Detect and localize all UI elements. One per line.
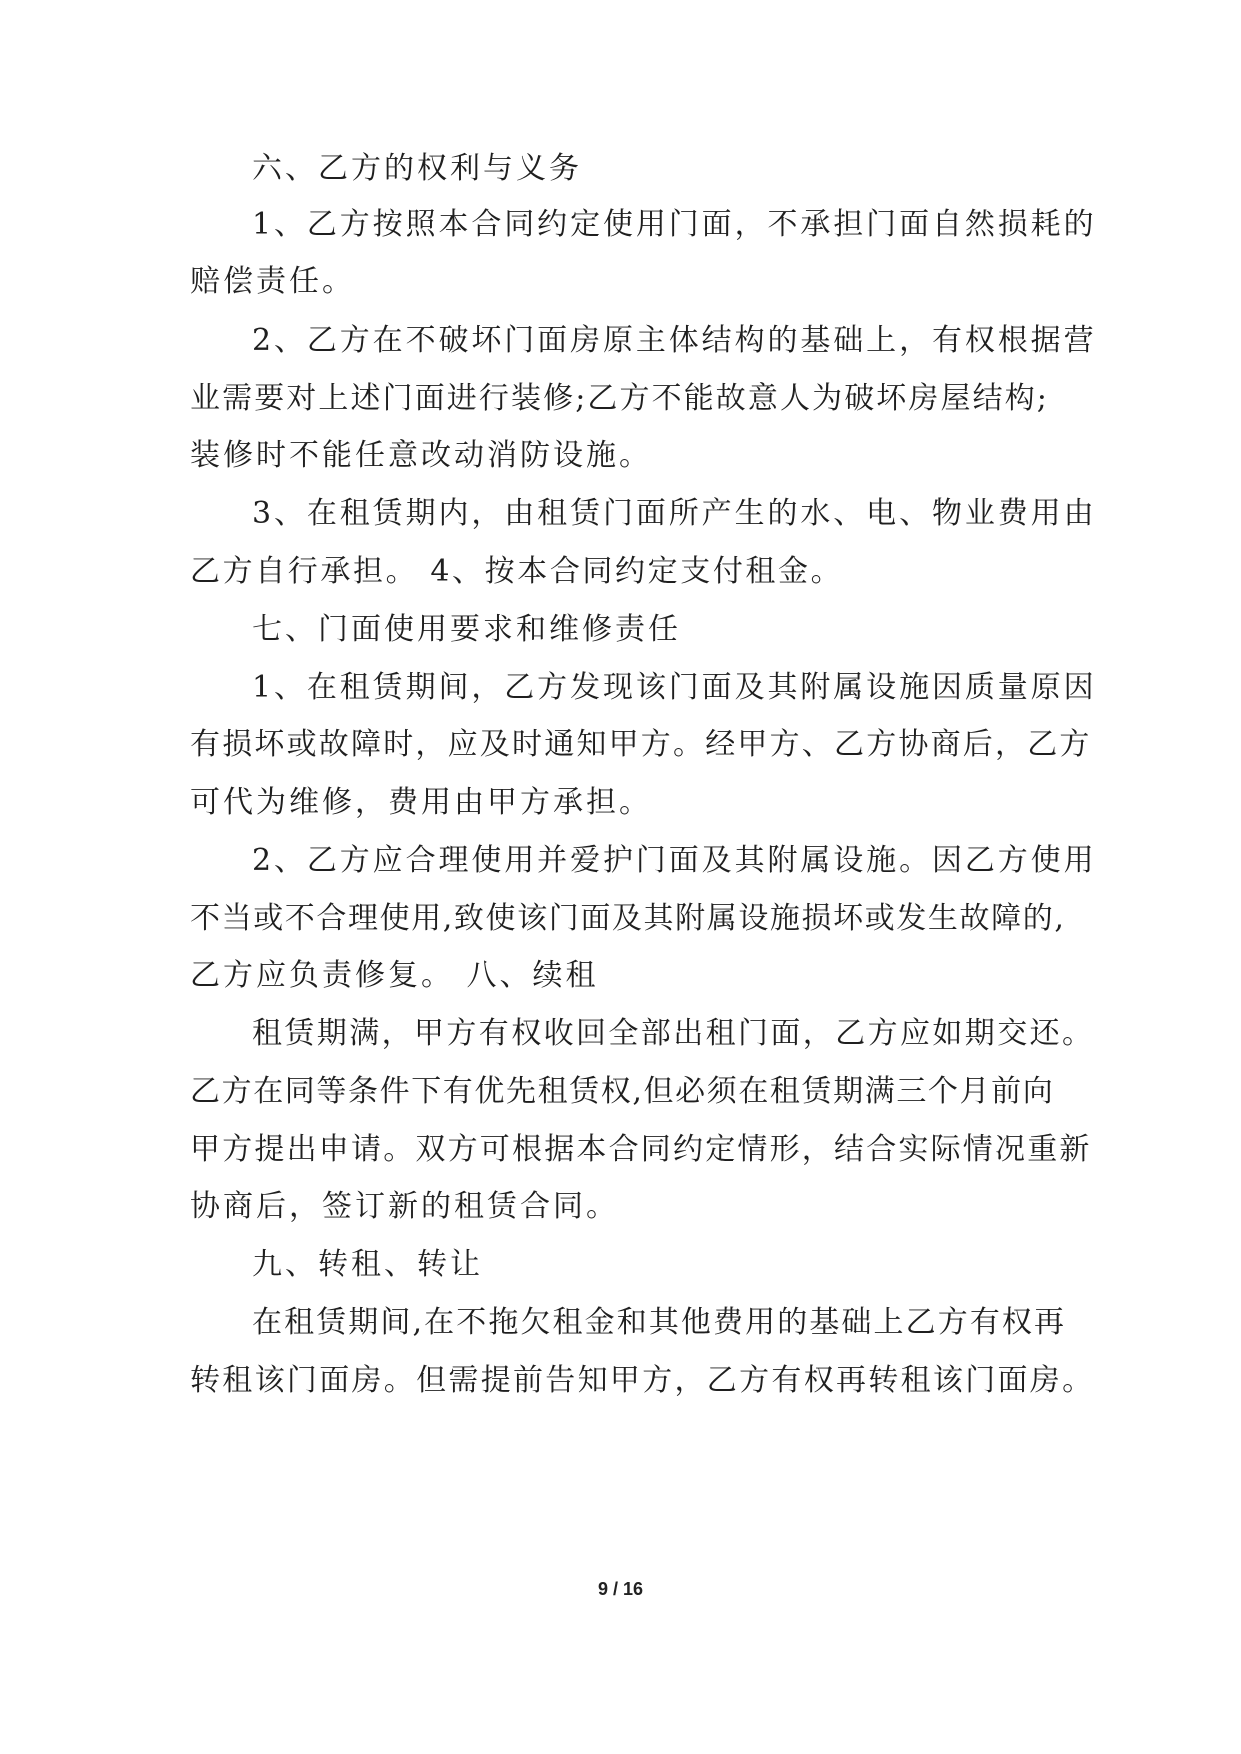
section-heading-9: 九、转租、转让 — [252, 1247, 483, 1282]
paragraph-line: 乙方在同等条件下有优先租赁权,但必须在租赁期满三个月前向 — [190, 1074, 1055, 1109]
paragraph-line: 装修时不能任意改动消防设施。 — [190, 438, 652, 473]
paragraph-line: 不当或不合理使用,致使该门面及其附属设施损坏或发生故障的, — [190, 901, 1066, 936]
paragraph-line: 有损坏或故障时，应及时通知甲方。经甲方、乙方协商后，乙方 — [190, 727, 1092, 762]
section-heading-6: 六、乙方的权利与义务 — [252, 151, 582, 186]
section-heading-7: 七、门面使用要求和维修责任 — [252, 612, 681, 647]
paragraph-line: 赔偿责任。 — [190, 264, 355, 299]
paragraph-line: 3、在租赁期内，由租赁门面所产生的水、电、物业费用由 — [252, 496, 1097, 531]
paragraph-line: 业需要对上述门面进行装修;乙方不能故意人为破坏房屋结构; — [190, 381, 1050, 416]
paragraph-line: 乙方应负责修复。 八、续租 — [190, 958, 599, 993]
paragraph-line: 转租该门面房。但需提前告知甲方，乙方有权再转租该门面房。 — [190, 1363, 1095, 1398]
paragraph-line: 2、乙方应合理使用并爱护门面及其附属设施。因乙方使用 — [252, 843, 1097, 878]
paragraph-line: 可代为维修，费用由甲方承担。 — [190, 785, 652, 820]
paragraph-line: 1、在租赁期间，乙方发现该门面及其附属设施因质量原因 — [252, 670, 1097, 705]
paragraph-line: 1、乙方按照本合同约定使用门面，不承担门面自然损耗的 — [252, 207, 1097, 242]
paragraph-line: 在租赁期间,在不拖欠租金和其他费用的基础上乙方有权再 — [252, 1305, 1067, 1340]
paragraph-line: 2、乙方在不破坏门面房原主体结构的基础上，有权根据营 — [252, 323, 1097, 358]
paragraph-line: 协商后，签订新的租赁合同。 — [190, 1189, 619, 1224]
paragraph-line: 租赁期满，甲方有权收回全部出租门面，乙方应如期交还。 — [252, 1016, 1095, 1051]
paragraph-line: 乙方自行承担。 4、按本合同约定支付租金。 — [190, 554, 844, 589]
paragraph-line: 甲方提出申请。双方可根据本合同约定情形，结合实际情况重新 — [190, 1132, 1092, 1167]
page-number: 9 / 16 — [597, 1579, 644, 1599]
